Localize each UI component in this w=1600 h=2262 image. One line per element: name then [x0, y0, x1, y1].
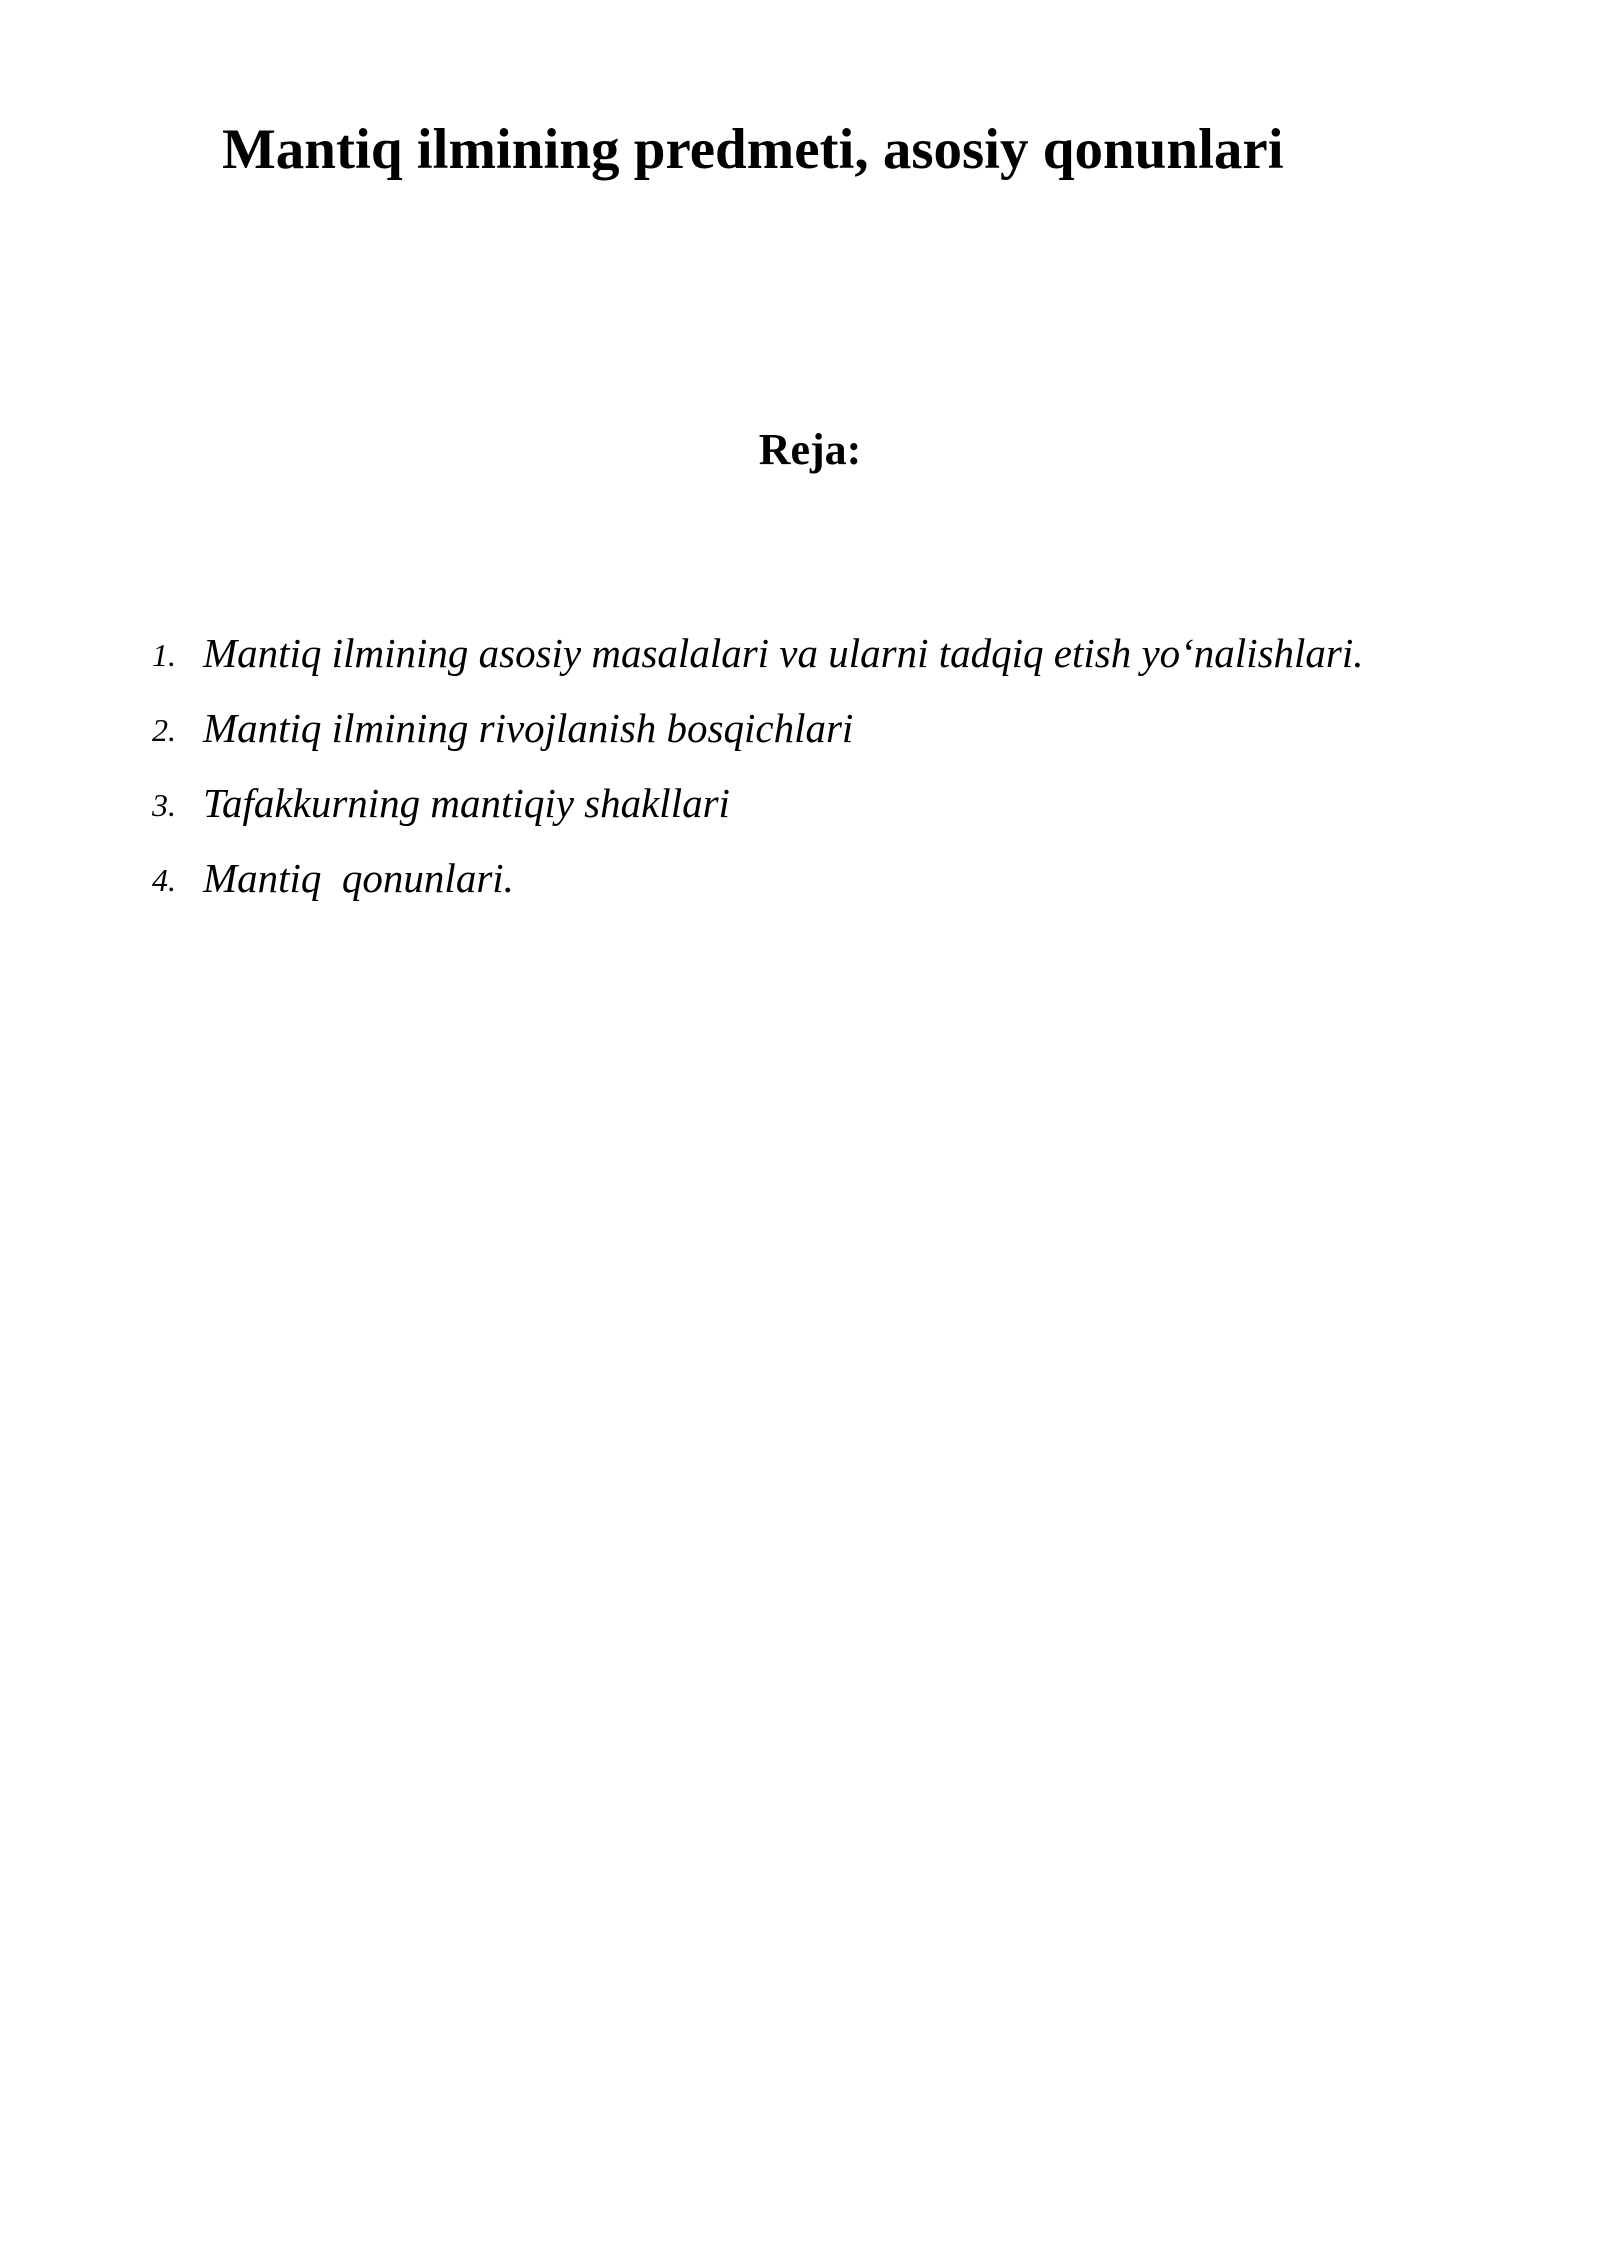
plan-item-text: Mantiq ilmining asosiy masalalari va ularni tadqiq etish yo‘nalishlari. [203, 630, 1364, 676]
plan-item-number: 3. [152, 787, 176, 823]
plan-item-text: Mantiq qonunlari. [203, 855, 514, 901]
plan-item-number: 4. [152, 862, 176, 898]
plan-item-number: 1. [152, 637, 176, 673]
plan-item-text: Tafakkurning mantiqiy shakllari [203, 780, 730, 826]
plan-heading: Reja: [758, 425, 862, 474]
plan-item-number: 2. [152, 712, 176, 748]
plan-item-text: Mantiq ilmining rivojlanish bosqichlari [203, 705, 854, 751]
document-title: Mantiq ilmining predmeti, asosiy qonunlari [222, 118, 1284, 181]
